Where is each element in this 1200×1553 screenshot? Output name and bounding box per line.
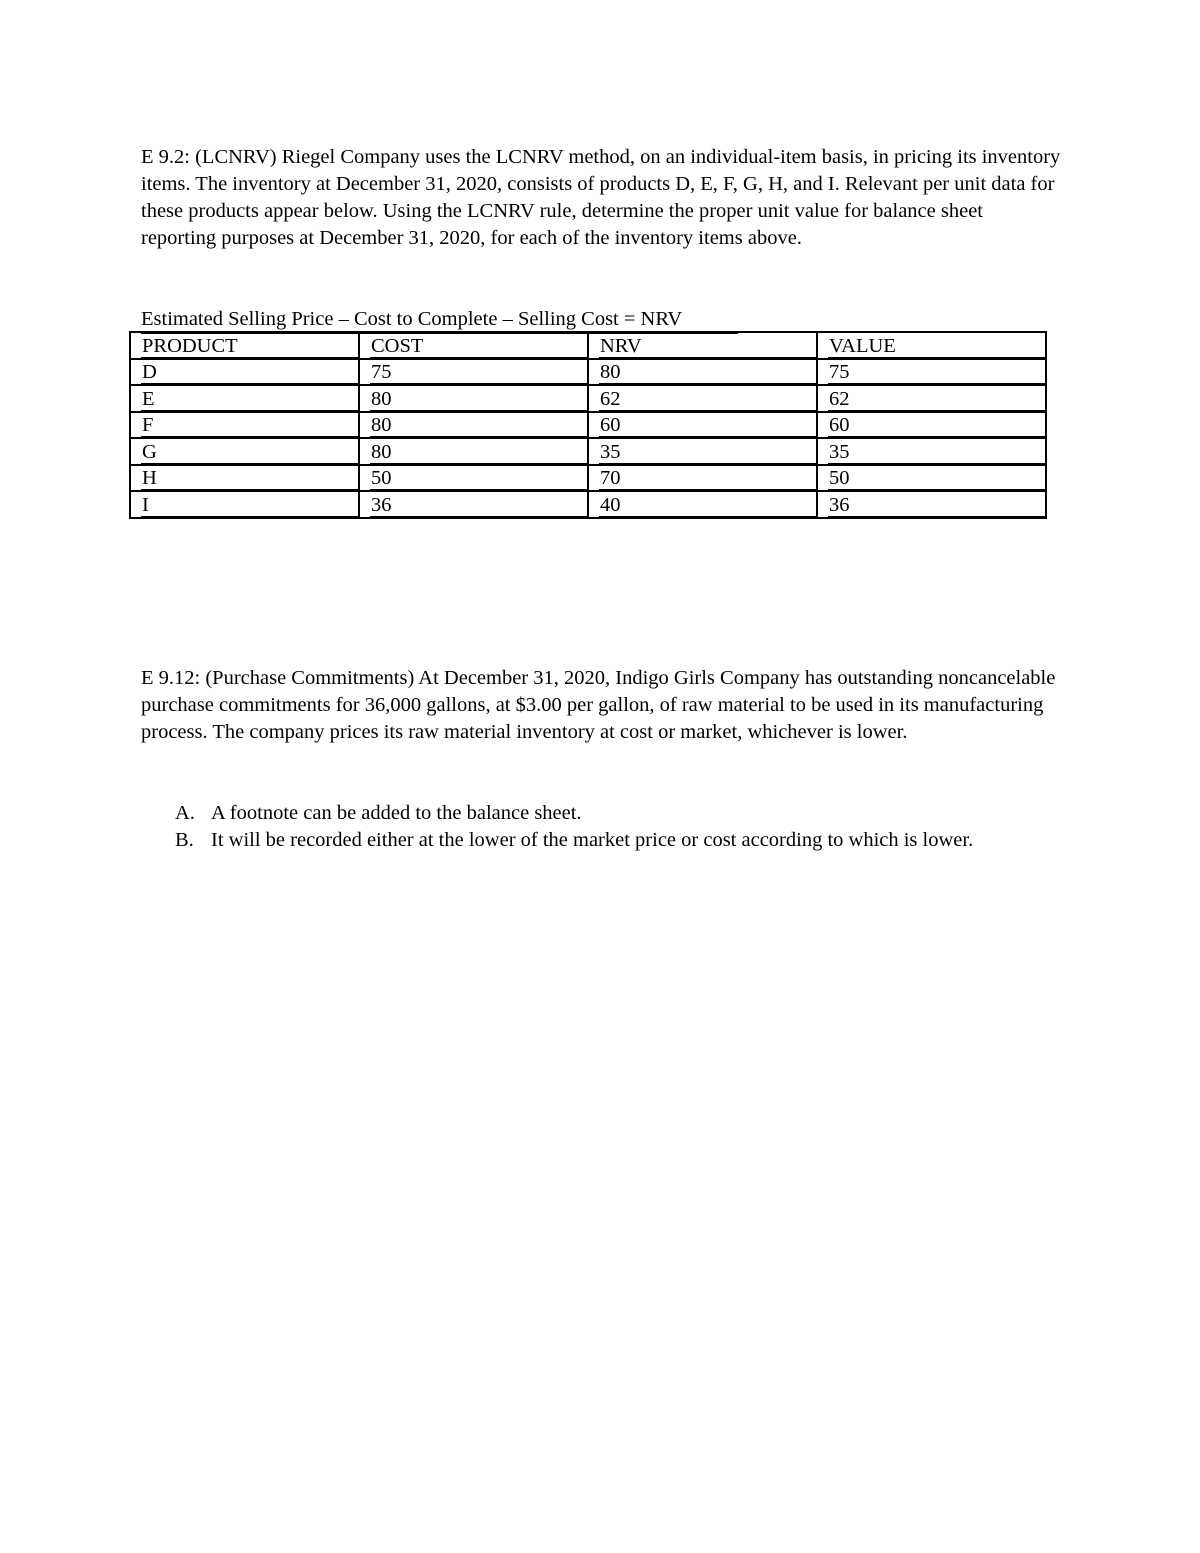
list-item (141, 800, 1041, 827)
choice-text-b: It will be recorded either at the lower of the market price or cost according to which is lower. (211, 829, 974, 851)
value-cell: 50 (828, 467, 1045, 490)
table-cell (817, 491, 1046, 518)
table-cell (130, 385, 359, 412)
table-cell (130, 412, 359, 439)
cost-cell: 75 (370, 361, 587, 384)
table-row (130, 359, 1046, 386)
table-cell (130, 465, 359, 492)
answer-list (141, 800, 1041, 854)
table-cell (359, 491, 588, 518)
table-cell (359, 412, 588, 439)
product-cell: E (141, 388, 358, 411)
table-row (130, 412, 1046, 439)
table-row (130, 385, 1046, 412)
product-cell: G (141, 441, 358, 464)
table-cell (817, 385, 1046, 412)
choice-text-a: A footnote can be added to the balance sheet. (211, 802, 582, 824)
exercise-9-12-text: E 9.12: (Purchase Commitments) At December 31, 2020, Indigo Girls Company has outstanding noncancelable purchase commitments for 36,000 gallons, at $3.00 per gallon, of raw material to be used in its manufacturing process. The company prices its raw material inventory at cost or market, whichever is lower. (141, 667, 1056, 743)
table-cell (359, 438, 588, 465)
product-cell: I (141, 494, 358, 517)
table-row (130, 438, 1046, 465)
value-cell: 35 (828, 441, 1045, 464)
table-row (130, 491, 1046, 518)
table-cell (359, 359, 588, 386)
nrv-cell: 35 (599, 441, 816, 464)
nrv-cell: 62 (599, 388, 816, 411)
table-cell (588, 359, 817, 386)
cost-cell: 50 (370, 467, 587, 490)
header-cell (588, 332, 817, 359)
value-cell: 36 (828, 494, 1045, 517)
table-cell (130, 359, 359, 386)
product-cell: F (141, 414, 358, 437)
header-cell (130, 332, 359, 359)
value-cell: 75 (828, 361, 1045, 384)
exercise-9-2-text: E 9.2: (LCNRV) Riegel Company uses the LCNRV method, on an individual-item basis, in pricing its inventory items. The inventory at December 31, 2020, consists of products D, E, F, G, H, and I. Relevant per unit data for these products appear below. Using the LCNRV rule, determine the proper unit value for balance sheet reporting purposes at December 31, 2020, for each of the inventory items above. (141, 146, 1061, 249)
table-cell (817, 465, 1046, 492)
nrv-cell: 40 (599, 494, 816, 517)
header-cell (817, 332, 1046, 359)
cost-cell: 36 (370, 494, 587, 517)
cost-cell: 80 (370, 414, 587, 437)
table-cell (588, 412, 817, 439)
table-header-row (130, 332, 1046, 359)
table-cell (588, 465, 817, 492)
table-cell (130, 491, 359, 518)
table-cell (817, 438, 1046, 465)
header-product: PRODUCT (141, 335, 358, 358)
cost-cell: 80 (370, 388, 587, 411)
table-cell (359, 385, 588, 412)
cost-cell: 80 (370, 441, 587, 464)
table-cell (588, 491, 817, 518)
choice-letter-a: A. (175, 802, 195, 824)
list-item (141, 827, 1041, 854)
header-cell (359, 332, 588, 359)
value-cell: 62 (828, 388, 1045, 411)
product-cell: H (141, 467, 358, 490)
nrv-cell: 60 (599, 414, 816, 437)
table-cell (130, 438, 359, 465)
inventory-table (129, 331, 1047, 519)
nrv-cell: 80 (599, 361, 816, 384)
nrv-formula: Estimated Selling Price – Cost to Complete – Selling Cost = NRV (141, 306, 738, 334)
header-cost: COST (370, 335, 587, 358)
table-cell (588, 385, 817, 412)
table-cell (588, 438, 817, 465)
table-row (130, 465, 1046, 492)
header-nrv: NRV (599, 335, 816, 358)
choice-letter-b: B. (175, 829, 194, 851)
nrv-cell: 70 (599, 467, 816, 490)
value-cell: 60 (828, 414, 1045, 437)
product-cell: D (141, 361, 358, 384)
table-cell (359, 465, 588, 492)
table-cell (817, 359, 1046, 386)
table-cell (817, 412, 1046, 439)
header-value: VALUE (828, 335, 1045, 358)
